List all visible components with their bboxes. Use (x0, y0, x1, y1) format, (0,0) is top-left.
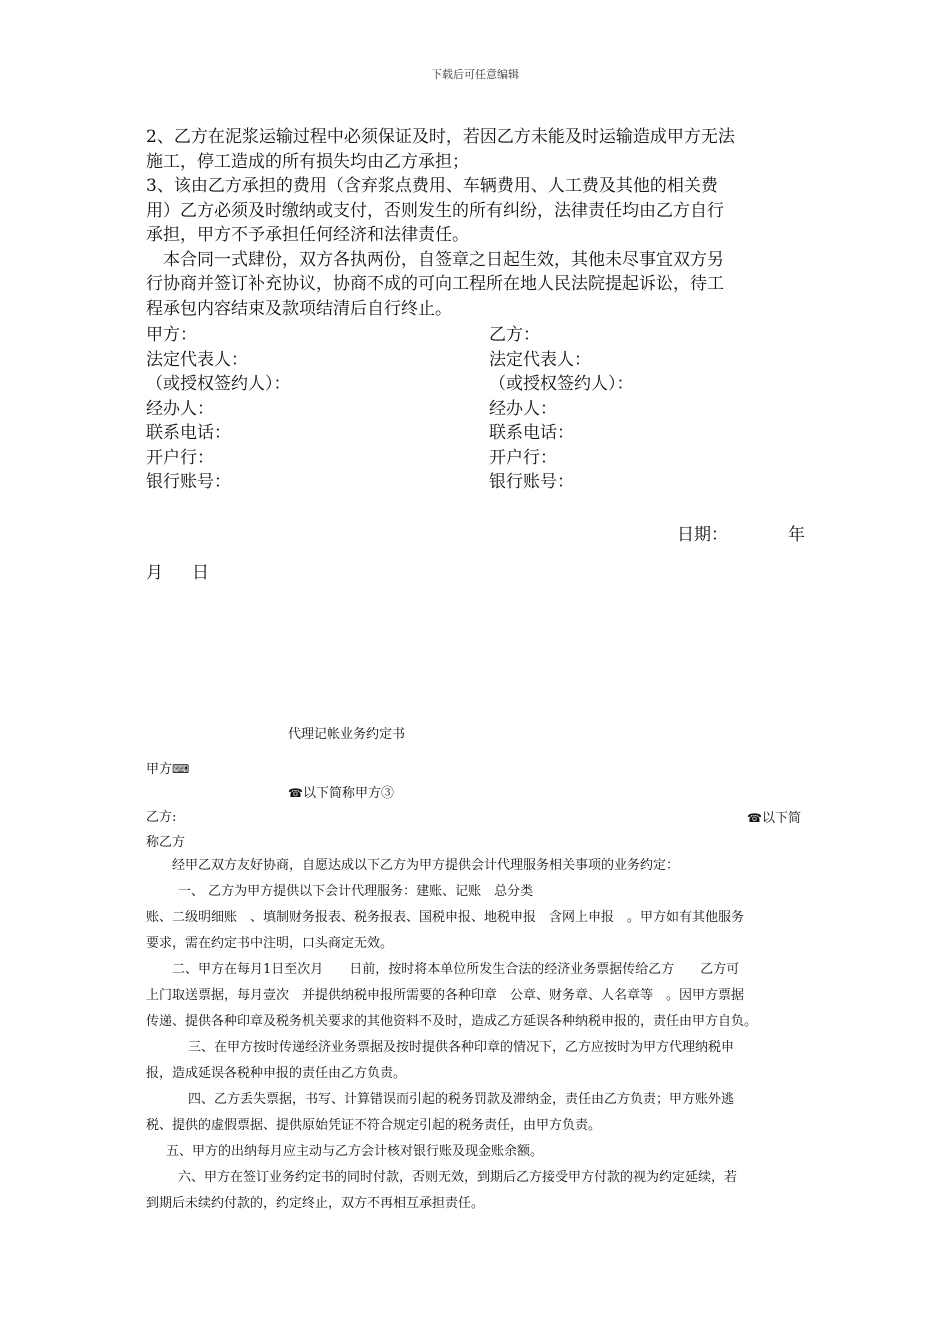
party-b-field: 开户行： (489, 447, 557, 468)
party-a-field: 开户行： (146, 447, 214, 468)
party-a-field: （或授权签约人）： (146, 374, 291, 394)
party-a-field: 法定代表人： (146, 349, 248, 370)
agreement-party-b-note (747, 805, 801, 832)
date-month: 月 (146, 563, 163, 583)
party-b-note-text: 以下简 (761, 811, 801, 826)
agreement-party-b-note-cont: 称乙方 (146, 835, 186, 850)
party-b-field: （或授权签约人）： (489, 374, 634, 394)
agreement-line: 税、提供的虚假票据、提供原始凭证不符合规定引起的税务责任，由甲方负责。 (146, 1118, 602, 1133)
party-a-field: 甲方： (146, 325, 197, 345)
party-b-field: 经办人： (489, 398, 557, 419)
party-a-note-text: 以下简称甲方 (302, 786, 381, 801)
agreement-party-a (146, 756, 189, 783)
party-a-note-end: ③ (380, 786, 394, 801)
date-year: 年 (788, 525, 805, 545)
clause-line: 行协商并签订补充协议，协商不成的可向工程所在地人民法院提起诉讼，待工 (146, 274, 724, 294)
agreement-line: 三、在甲方按时传递经济业务票据及按时提供各种印章的情况下，乙方应按时为甲方代理纳税申 (188, 1040, 735, 1055)
agreement-line: 传递、提供各种印章及税务机关要求的其他资料不及时，造成乙方延误各种纳税申报的，责任由甲方自负。 (146, 1014, 758, 1029)
agreement-line: 上门取送票据，每月壹次 并提供纳税申报所需要的各种印章 公章、财务章、人名章等 。因甲方票据 (146, 988, 745, 1003)
agreement-line: 一、 乙方为甲方提供以下会计代理服务：建账、记账 总分类 (178, 884, 534, 899)
agreement-party-a-note (288, 780, 394, 807)
agreement-title: 代理记帐业务约定书 (288, 727, 406, 742)
clause-line: 程承包内容结束及款项结清后自行终止。 (146, 298, 452, 319)
phone-icon: ☎ (747, 811, 762, 825)
party-a-label: 甲方 (146, 762, 173, 777)
keyboard-icon: ⌨ (172, 762, 190, 776)
agreement-line: 到期后未续约付款的，约定终止，双方不再相互承担责任。 (146, 1196, 485, 1211)
party-a-field: 联系电话： (146, 423, 231, 443)
page-header: 下载后可任意编辑 (431, 68, 519, 81)
agreement-line: 要求，需在约定书中注明，口头商定无效。 (146, 936, 394, 951)
clause-line: 施工，停工造成的所有损失均由乙方承担； (146, 151, 469, 172)
agreement-line: 二、甲方在每月1日至次月 日前，按时将本单位所发生合法的经济业务票据传给乙方 乙方可 (172, 962, 740, 977)
party-b-signature-block (489, 323, 634, 495)
clause-line: 本合同一式肆份，双方各执两份，自签章之日起生效，其他未尽事宜双方另 (146, 249, 724, 270)
phone-icon: ☎ (288, 786, 303, 800)
agreement-party-b-label: 乙方: (146, 810, 177, 825)
date-day: 日 (192, 563, 209, 583)
party-a-signature-block (146, 323, 291, 495)
party-a-field: 经办人： (146, 398, 214, 419)
party-b-field: 法定代表人： (489, 349, 591, 370)
agreement-line: 六、甲方在签订业务约定书的同时付款，否则无效，到期后乙方接受甲方付款的视为约定延续，若 (178, 1170, 738, 1185)
agreement-body (146, 853, 808, 1217)
party-b-field: 银行账号： (489, 472, 574, 492)
contract-clauses (146, 125, 806, 321)
agreement-line: 账、二级明细账 、填制财务报表、税务报表、国税申报、地税申报 含网上申报 。甲方如有其他服务 (146, 910, 745, 925)
clause-line: 用）乙方必须及时缴纳或支付，否则发生的所有纠纷，法律责任均由乙方自行 (146, 200, 724, 221)
clause-line: 承担，甲方不予承担任何经济和法律责任。 (146, 225, 469, 245)
party-b-field: 联系电话： (489, 423, 574, 443)
party-b-field: 乙方： (489, 325, 540, 345)
clause-line: 3、该由乙方承担的费用（含弃浆点费用、车辆费用、人工费及其他的相关费 (146, 176, 718, 196)
agreement-line: 报，造成延误各税种申报的责任由乙方负责。 (146, 1066, 407, 1081)
agreement-line: 经甲乙双方友好协商，自愿达成以下乙方为甲方提供会计代理服务相关事项的业务约定： (172, 858, 680, 873)
agreement-line: 四、乙方丢失票据，书写、计算错误而引起的税务罚款及滞纳金，责任由乙方负责；甲方账外逃 (188, 1092, 735, 1107)
clause-line: 2、乙方在泥浆运输过程中必须保证及时，若因乙方未能及时运输造成甲方无法 (146, 127, 735, 147)
agreement-line: 五、甲方的出纳每月应主动与乙方会计核对银行账及现金账余额。 (166, 1144, 544, 1159)
party-a-field: 银行账号： (146, 472, 231, 492)
date-label: 日期： (677, 525, 728, 545)
